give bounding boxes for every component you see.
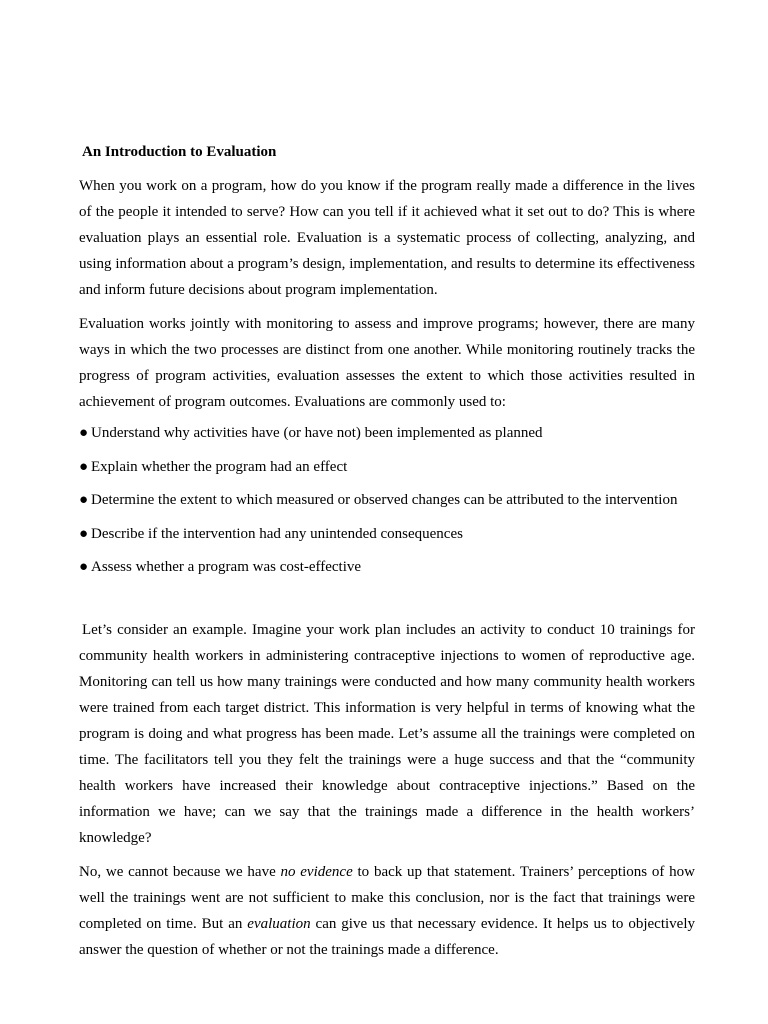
emphasis-no-evidence: no evidence (280, 863, 353, 880)
bullet-icon: ● (79, 458, 89, 475)
document-heading: An Introduction to Evaluation (82, 144, 277, 160)
list-item (79, 457, 695, 477)
list-item-text: Explain whether the program had an effect (91, 458, 348, 475)
document-page (79, 142, 695, 971)
paragraph-spacer (79, 591, 695, 617)
bullet-icon: ● (79, 559, 89, 575)
paragraph-intro: When you work on a program, how do you know if the program really made a difference in the lives of the people it intended to serve? How can you tell if it achieved what it set out to do? This is where evaluation plays an essential role. Evaluation is a systematic process of collecting, analyzing, and using information about a program’s design, implementation, and results to determine its effectiveness and inform future decisions about program implementation. (79, 178, 695, 298)
emphasis-evaluation: evaluation (247, 915, 311, 932)
bullet-icon: ● (79, 492, 89, 508)
list-item (79, 524, 695, 544)
list-item-text: Understand why activities have (or have not) been implemented as planned (91, 425, 543, 441)
paragraph-example: Let’s consider an example. Imagine your work plan includes an activity to conduct 10 trainings for community health workers in administering contraceptive injections to women of reproductive age. Monitoring can tell us how many trainings were conducted and how many community health workers were trained from each target district. This information is very helpful in terms of knowing what the program is doing and what progress has been made. Let’s assume all the trainings were completed on time. The facilitators tell you they felt the trainings were a huge success and that the “community health workers have increased their knowledge about contraceptive injections.” Based on the information we have; can we say that the trainings made a difference in the health workers’ knowledge? (79, 621, 695, 846)
evaluation-uses-list (79, 423, 695, 577)
conclusion-text-3: can give us that necessary evidence. It helps us to objectively answer the question of whether or not the trainings made a difference. (79, 915, 695, 958)
bullet-icon: ● (79, 525, 89, 542)
list-item-text: Determine the extent to which measured or observed changes can be attributed to the intervention (91, 492, 678, 508)
list-item (79, 490, 695, 510)
bullet-icon: ● (79, 425, 89, 441)
conclusion-text-2: to back up that statement. Trainers’ perceptions of how well the trainings went are not sufficient to make this conclusion, nor is the fact that trainings were completed on time. But an (79, 863, 695, 932)
conclusion-text-1: No, we cannot because we have (79, 863, 281, 880)
paragraph-monitoring: Evaluation works jointly with monitoring to assess and improve programs; however, there are many ways in which the two processes are distinct from one another. While monitoring routinely tracks the progress of program activities, evaluation assesses the extent to which those activities resulted in achievement of program outcomes. Evaluations are commonly used to: (79, 316, 695, 410)
list-item (79, 557, 695, 577)
list-item-text: Describe if the intervention had any unintended consequences (91, 525, 463, 542)
list-item (79, 423, 695, 443)
paragraph-conclusion (79, 859, 695, 963)
list-item-text: Assess whether a program was cost-effective (91, 559, 362, 575)
